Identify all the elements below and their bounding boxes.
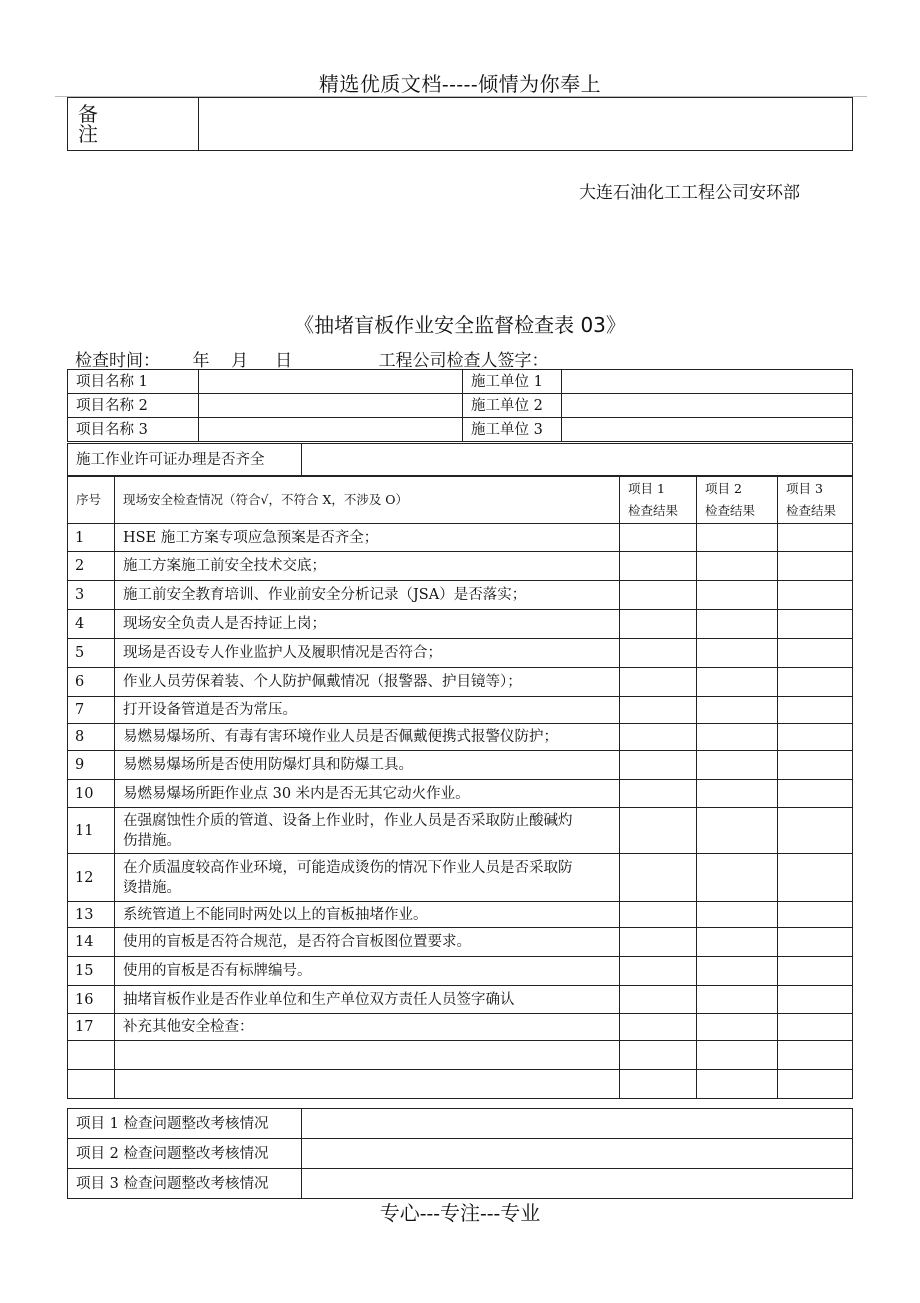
project1-result-cell[interactable] xyxy=(620,581,697,610)
project2-result-cell[interactable] xyxy=(697,581,778,610)
item-text: 在介质温度较高作业环境，可能造成烫伤的情况下作业人员是否采取防烫措施。 xyxy=(115,854,620,902)
item-text: 易燃易爆场所、有毒有害环境作业人员是否佩戴便携式报警仪防护； xyxy=(115,724,620,751)
item-number: 17 xyxy=(68,1014,115,1041)
project-name-label: 项目名称 2 xyxy=(68,394,199,418)
project3-result-cell[interactable] xyxy=(778,724,853,751)
project-info-table xyxy=(67,369,853,442)
checklist-header-row xyxy=(68,476,853,524)
checklist-row xyxy=(68,697,853,724)
project1-result-cell[interactable] xyxy=(620,854,697,902)
item-number: 16 xyxy=(68,986,115,1014)
project1-result-cell[interactable] xyxy=(620,524,697,552)
project3-result-cell[interactable] xyxy=(778,1070,853,1099)
item-number: 12 xyxy=(68,854,115,902)
project1-result-cell[interactable] xyxy=(620,928,697,957)
project3-result-cell[interactable] xyxy=(778,780,853,808)
signature-label: 工程公司检查人签字： xyxy=(378,351,549,371)
rectification-field[interactable] xyxy=(302,1169,853,1199)
project1-result-cell[interactable] xyxy=(620,1041,697,1070)
project1-result-cell[interactable] xyxy=(620,808,697,854)
page-footer: 专心---专注---专业 xyxy=(379,1201,541,1225)
item-text: 作业人员劳保着装、个人防护佩戴情况（报警器、护目镜等）； xyxy=(115,668,620,697)
project3-result-cell[interactable] xyxy=(778,1014,853,1041)
construction-unit-label: 施工单位 1 xyxy=(463,370,562,394)
checklist-table xyxy=(67,475,853,1099)
item-number: 5 xyxy=(68,639,115,668)
checklist-row xyxy=(68,524,853,552)
project2-result-cell[interactable] xyxy=(697,751,778,780)
item-number: 11 xyxy=(68,808,115,854)
project1-result-cell[interactable] xyxy=(620,902,697,928)
item-number xyxy=(68,1041,115,1070)
remarks-label: 备 注 xyxy=(68,98,199,151)
rectification-field[interactable] xyxy=(302,1109,853,1139)
checklist-row xyxy=(68,668,853,697)
project1-result-cell[interactable] xyxy=(620,986,697,1014)
rectification-label: 项目 2 检查问题整改考核情况 xyxy=(68,1139,302,1169)
checklist-row xyxy=(68,1041,853,1070)
project1-result-cell[interactable] xyxy=(620,697,697,724)
project2-result-cell[interactable] xyxy=(697,957,778,986)
year-label: 年 xyxy=(192,351,210,371)
item-number: 14 xyxy=(68,928,115,957)
project1-result-cell[interactable] xyxy=(620,552,697,581)
check-time-label: 检查时间： xyxy=(75,351,160,371)
item-text: 打开设备管道是否为常压。 xyxy=(115,697,620,724)
remarks-field[interactable] xyxy=(199,98,853,151)
construction-unit-label: 施工单位 3 xyxy=(463,418,562,442)
construction-unit-label: 施工单位 2 xyxy=(463,394,562,418)
project2-result-cell[interactable] xyxy=(697,724,778,751)
project2-result-cell[interactable] xyxy=(697,1070,778,1099)
item-number: 8 xyxy=(68,724,115,751)
project3-result-header: 项目 3 检查结果 xyxy=(778,476,853,524)
project3-result-cell[interactable] xyxy=(778,751,853,780)
project3-result-cell[interactable] xyxy=(778,1041,853,1070)
department-name: 大连石油化工工程公司安环部 xyxy=(579,183,800,203)
construction-unit-field[interactable] xyxy=(562,394,853,418)
seq-header: 序号 xyxy=(68,476,115,524)
checklist-row xyxy=(68,986,853,1014)
project1-result-cell[interactable] xyxy=(620,1070,697,1099)
project3-result-cell[interactable] xyxy=(778,854,853,902)
item-text: 施工方案施工前安全技术交底； xyxy=(115,552,620,581)
item-text: 使用的盲板是否符合规范，是否符合盲板图位置要求。 xyxy=(115,928,620,957)
project3-result-cell[interactable] xyxy=(778,524,853,552)
construction-unit-field[interactable] xyxy=(562,370,853,394)
item-text: 在强腐蚀性介质的管道、设备上作业时，作业人员是否采取防止酸碱灼伤措施。 xyxy=(115,808,620,854)
project1-result-cell[interactable] xyxy=(620,639,697,668)
project2-result-cell[interactable] xyxy=(697,610,778,639)
permit-label: 施工作业许可证办理是否齐全 xyxy=(68,444,302,477)
item-number: 10 xyxy=(68,780,115,808)
project-row xyxy=(68,394,853,418)
project3-result-cell[interactable] xyxy=(778,986,853,1014)
project3-result-cell[interactable] xyxy=(778,928,853,957)
checklist-row xyxy=(68,1070,853,1099)
checklist-row xyxy=(68,552,853,581)
project-row xyxy=(68,418,853,442)
project3-result-cell[interactable] xyxy=(778,902,853,928)
item-text: 现场是否设专人作业监护人及履职情况是否符合； xyxy=(115,639,620,668)
item-number: 15 xyxy=(68,957,115,986)
page-header: 精选优质文档-----倾情为你奉上 xyxy=(318,72,602,96)
project2-result-cell[interactable] xyxy=(697,524,778,552)
day-label: 日 xyxy=(275,351,293,371)
checklist-row xyxy=(68,957,853,986)
project3-result-cell[interactable] xyxy=(778,552,853,581)
project2-result-cell[interactable] xyxy=(697,1014,778,1041)
project-row xyxy=(68,370,853,394)
checklist-row xyxy=(68,639,853,668)
checklist-row xyxy=(68,724,853,751)
project2-result-cell[interactable] xyxy=(697,552,778,581)
check-time-line xyxy=(75,346,549,371)
project-name-field[interactable] xyxy=(199,370,463,394)
project3-result-cell[interactable] xyxy=(778,808,853,854)
rectification-field[interactable] xyxy=(302,1139,853,1169)
project1-result-header: 项目 1 检查结果 xyxy=(620,476,697,524)
project3-result-cell[interactable] xyxy=(778,957,853,986)
rectification-row xyxy=(68,1109,853,1139)
item-text[interactable] xyxy=(115,1070,620,1099)
project1-result-cell[interactable] xyxy=(620,780,697,808)
project2-result-cell[interactable] xyxy=(697,668,778,697)
item-number: 3 xyxy=(68,581,115,610)
item-number: 13 xyxy=(68,902,115,928)
construction-unit-field[interactable] xyxy=(562,418,853,442)
rectification-label: 项目 1 检查问题整改考核情况 xyxy=(68,1109,302,1139)
item-text: HSE 施工方案专项应急预案是否齐全； xyxy=(115,524,620,552)
project-name-field[interactable] xyxy=(199,418,463,442)
project2-result-cell[interactable] xyxy=(697,854,778,902)
project2-result-cell[interactable] xyxy=(697,697,778,724)
project2-result-cell[interactable] xyxy=(697,928,778,957)
rectification-row xyxy=(68,1169,853,1199)
item-number xyxy=(68,1070,115,1099)
project-name-field[interactable] xyxy=(199,394,463,418)
checklist-row xyxy=(68,610,853,639)
project2-result-cell[interactable] xyxy=(697,902,778,928)
item-text: 易燃易爆场所距作业点 30 米内是否无其它动火作业。 xyxy=(115,780,620,808)
checklist-row xyxy=(68,928,853,957)
project2-result-cell[interactable] xyxy=(697,1041,778,1070)
item-number: 2 xyxy=(68,552,115,581)
project2-result-cell[interactable] xyxy=(697,986,778,1014)
checklist-row xyxy=(68,808,853,854)
item-text: 施工前安全教育培训、作业前安全分析记录（JSA）是否落实； xyxy=(115,581,620,610)
rectification-row xyxy=(68,1139,853,1169)
checklist-row xyxy=(68,780,853,808)
item-number: 9 xyxy=(68,751,115,780)
permit-table xyxy=(67,443,853,477)
project3-result-cell[interactable] xyxy=(778,639,853,668)
project2-result-cell[interactable] xyxy=(697,808,778,854)
project1-result-cell[interactable] xyxy=(620,668,697,697)
item-text: 系统管道上不能同时两处以上的盲板抽堵作业。 xyxy=(115,902,620,928)
item-number: 7 xyxy=(68,697,115,724)
permit-field[interactable] xyxy=(302,444,853,477)
project1-result-cell[interactable] xyxy=(620,1014,697,1041)
project1-result-cell[interactable] xyxy=(620,724,697,751)
item-text: 现场安全负责人是否持证上岗； xyxy=(115,610,620,639)
project1-result-cell[interactable] xyxy=(620,751,697,780)
project3-result-cell[interactable] xyxy=(778,668,853,697)
form-title: 《抽堵盲板作业安全监督检查表 03》 xyxy=(294,313,626,337)
project-name-label: 项目名称 3 xyxy=(68,418,199,442)
project3-result-cell[interactable] xyxy=(778,610,853,639)
project2-result-cell[interactable] xyxy=(697,780,778,808)
project2-result-cell[interactable] xyxy=(697,639,778,668)
project1-result-cell[interactable] xyxy=(620,610,697,639)
remarks-table xyxy=(67,97,853,151)
checklist-row xyxy=(68,581,853,610)
item-number: 1 xyxy=(68,524,115,552)
item-text: 易燃易爆场所是否使用防爆灯具和防爆工具。 xyxy=(115,751,620,780)
project2-result-header: 项目 2 检查结果 xyxy=(697,476,778,524)
item-text[interactable] xyxy=(115,1041,620,1070)
checklist-row xyxy=(68,751,853,780)
item-number: 4 xyxy=(68,610,115,639)
rectification-label: 项目 3 检查问题整改考核情况 xyxy=(68,1169,302,1199)
rectification-table xyxy=(67,1108,853,1199)
project3-result-cell[interactable] xyxy=(778,581,853,610)
checklist-row xyxy=(68,1014,853,1041)
checklist-row xyxy=(68,854,853,902)
item-text: 补充其他安全检查： xyxy=(115,1014,620,1041)
project1-result-cell[interactable] xyxy=(620,957,697,986)
item-header: 现场安全检查情况（符合√，不符合 X，不涉及 O） xyxy=(115,476,620,524)
item-text: 使用的盲板是否有标牌编号。 xyxy=(115,957,620,986)
item-text: 抽堵盲板作业是否作业单位和生产单位双方责任人员签字确认 xyxy=(115,986,620,1014)
project3-result-cell[interactable] xyxy=(778,697,853,724)
project-name-label: 项目名称 1 xyxy=(68,370,199,394)
checklist-row xyxy=(68,902,853,928)
item-number: 6 xyxy=(68,668,115,697)
month-label: 月 xyxy=(231,351,249,371)
